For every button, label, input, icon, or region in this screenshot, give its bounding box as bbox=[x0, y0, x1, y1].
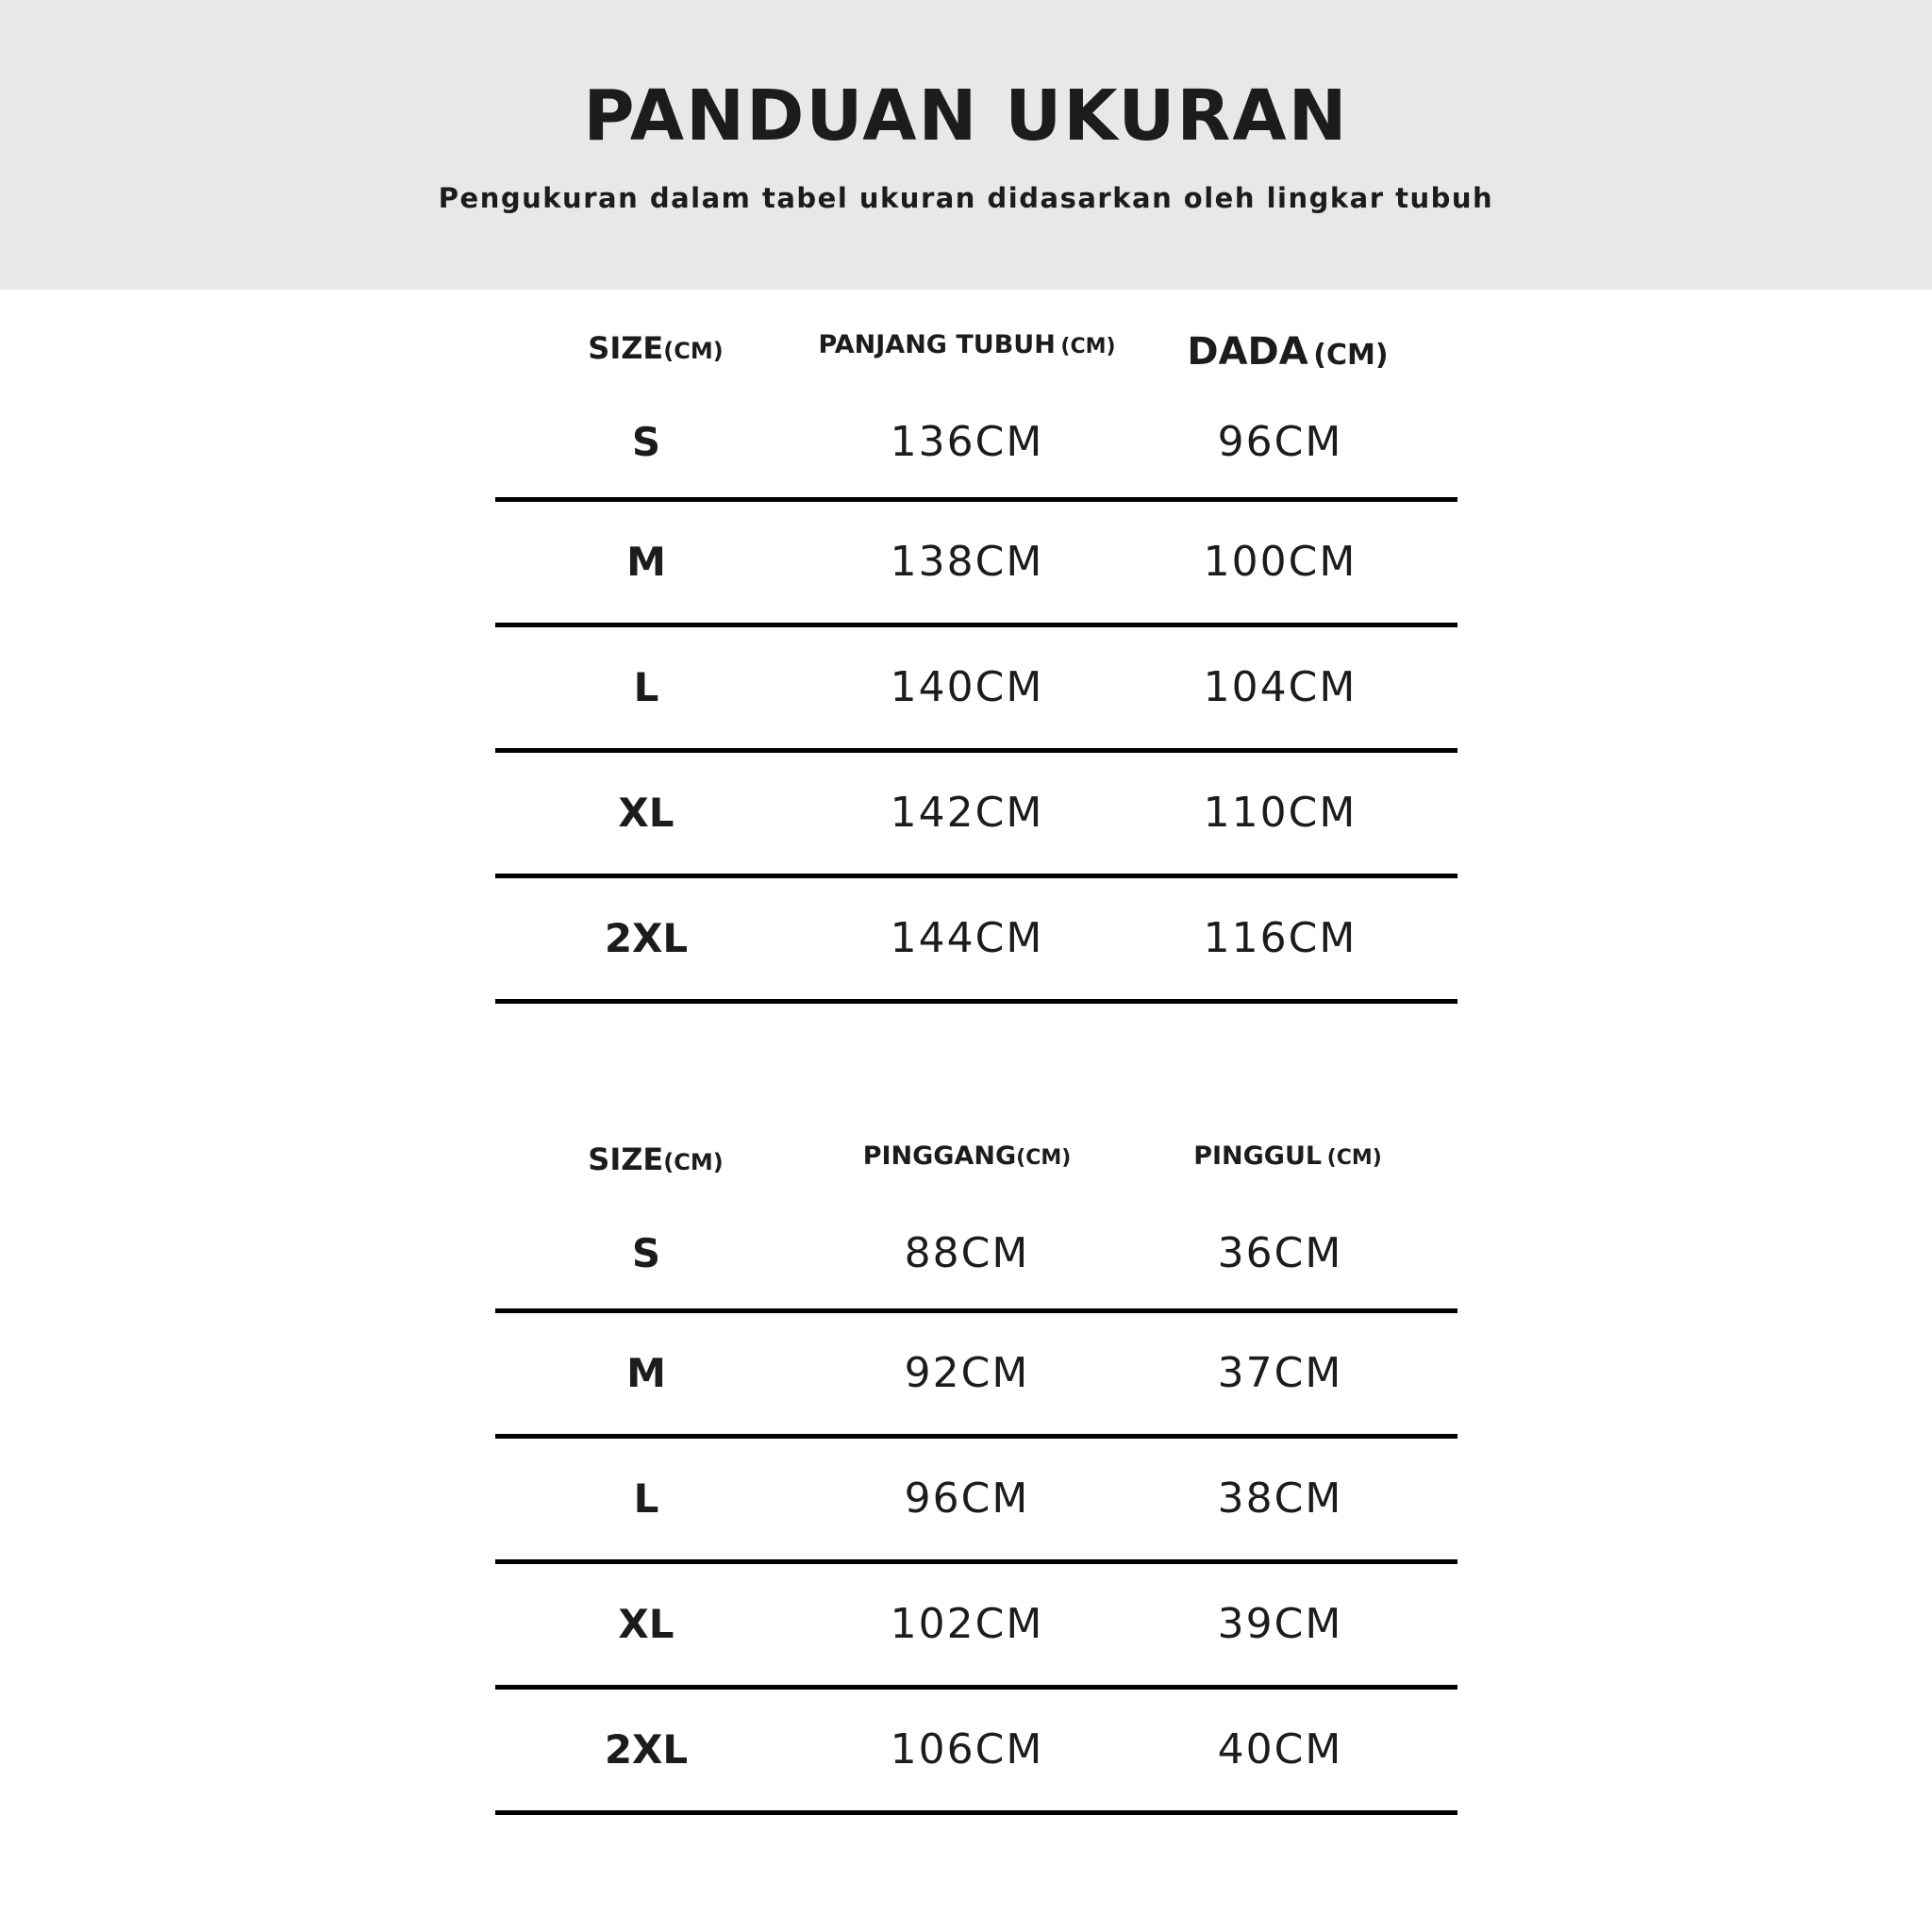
table-row bbox=[495, 1198, 1457, 1313]
size-label: L bbox=[633, 1475, 659, 1522]
column-header-chest: DADA (CM) bbox=[1187, 330, 1389, 374]
body-length-value: 140CM bbox=[890, 663, 1044, 711]
hip-value: 38CM bbox=[1217, 1474, 1343, 1523]
chest-value: 116CM bbox=[1203, 914, 1357, 962]
hip-value: 37CM bbox=[1217, 1349, 1343, 1397]
size-label: 2XL bbox=[604, 915, 689, 961]
waist-value: 106CM bbox=[890, 1725, 1044, 1774]
size-label: XL bbox=[618, 790, 675, 836]
table-row bbox=[495, 1690, 1457, 1815]
table-row bbox=[495, 502, 1457, 627]
hip-value: 36CM bbox=[1217, 1228, 1343, 1277]
waist-value: 92CM bbox=[904, 1349, 1030, 1397]
table-header bbox=[495, 1123, 1457, 1198]
table-row bbox=[495, 387, 1457, 502]
body-length-value: 138CM bbox=[890, 538, 1044, 586]
table-header bbox=[495, 311, 1457, 387]
chest-value: 96CM bbox=[1217, 417, 1343, 466]
table-row bbox=[495, 753, 1457, 878]
column-header-hip: PINGGUL (CM) bbox=[1193, 1141, 1382, 1171]
table-row bbox=[495, 1313, 1457, 1439]
size-table-body-chest bbox=[495, 311, 1457, 1004]
table-row bbox=[495, 1564, 1457, 1690]
size-label: L bbox=[633, 664, 659, 710]
chest-value: 100CM bbox=[1203, 538, 1357, 586]
size-label: 2XL bbox=[604, 1726, 689, 1773]
waist-value: 102CM bbox=[890, 1600, 1044, 1648]
chest-value: 110CM bbox=[1203, 789, 1357, 837]
column-header-size: SIZE(CM) bbox=[588, 330, 724, 366]
page-title: PANDUAN UKURAN bbox=[583, 75, 1349, 157]
hip-value: 40CM bbox=[1217, 1725, 1343, 1774]
waist-value: 96CM bbox=[904, 1474, 1030, 1523]
size-label: XL bbox=[618, 1601, 675, 1647]
table-row bbox=[495, 1439, 1457, 1564]
size-label: S bbox=[631, 1229, 661, 1276]
body-length-value: 142CM bbox=[890, 789, 1044, 837]
waist-value: 88CM bbox=[904, 1228, 1030, 1277]
table-row bbox=[495, 627, 1457, 753]
column-header-body-length: PANJANG TUBUH (CM) bbox=[818, 330, 1116, 359]
body-length-value: 136CM bbox=[890, 417, 1044, 466]
hip-value: 39CM bbox=[1217, 1600, 1343, 1648]
table-row bbox=[495, 878, 1457, 1004]
size-table-waist-hip bbox=[495, 1123, 1457, 1815]
size-label: S bbox=[631, 418, 661, 465]
column-header-size: SIZE(CM) bbox=[588, 1141, 724, 1177]
column-header-waist: PINGGANG(CM) bbox=[862, 1141, 1072, 1171]
size-label: M bbox=[626, 539, 666, 585]
page-subtitle: Pengukuran dalam tabel ukuran didasarkan oleh lingkar tubuh bbox=[438, 182, 1494, 214]
body-length-value: 144CM bbox=[890, 914, 1044, 962]
size-label: M bbox=[626, 1350, 666, 1396]
chest-value: 104CM bbox=[1203, 663, 1357, 711]
